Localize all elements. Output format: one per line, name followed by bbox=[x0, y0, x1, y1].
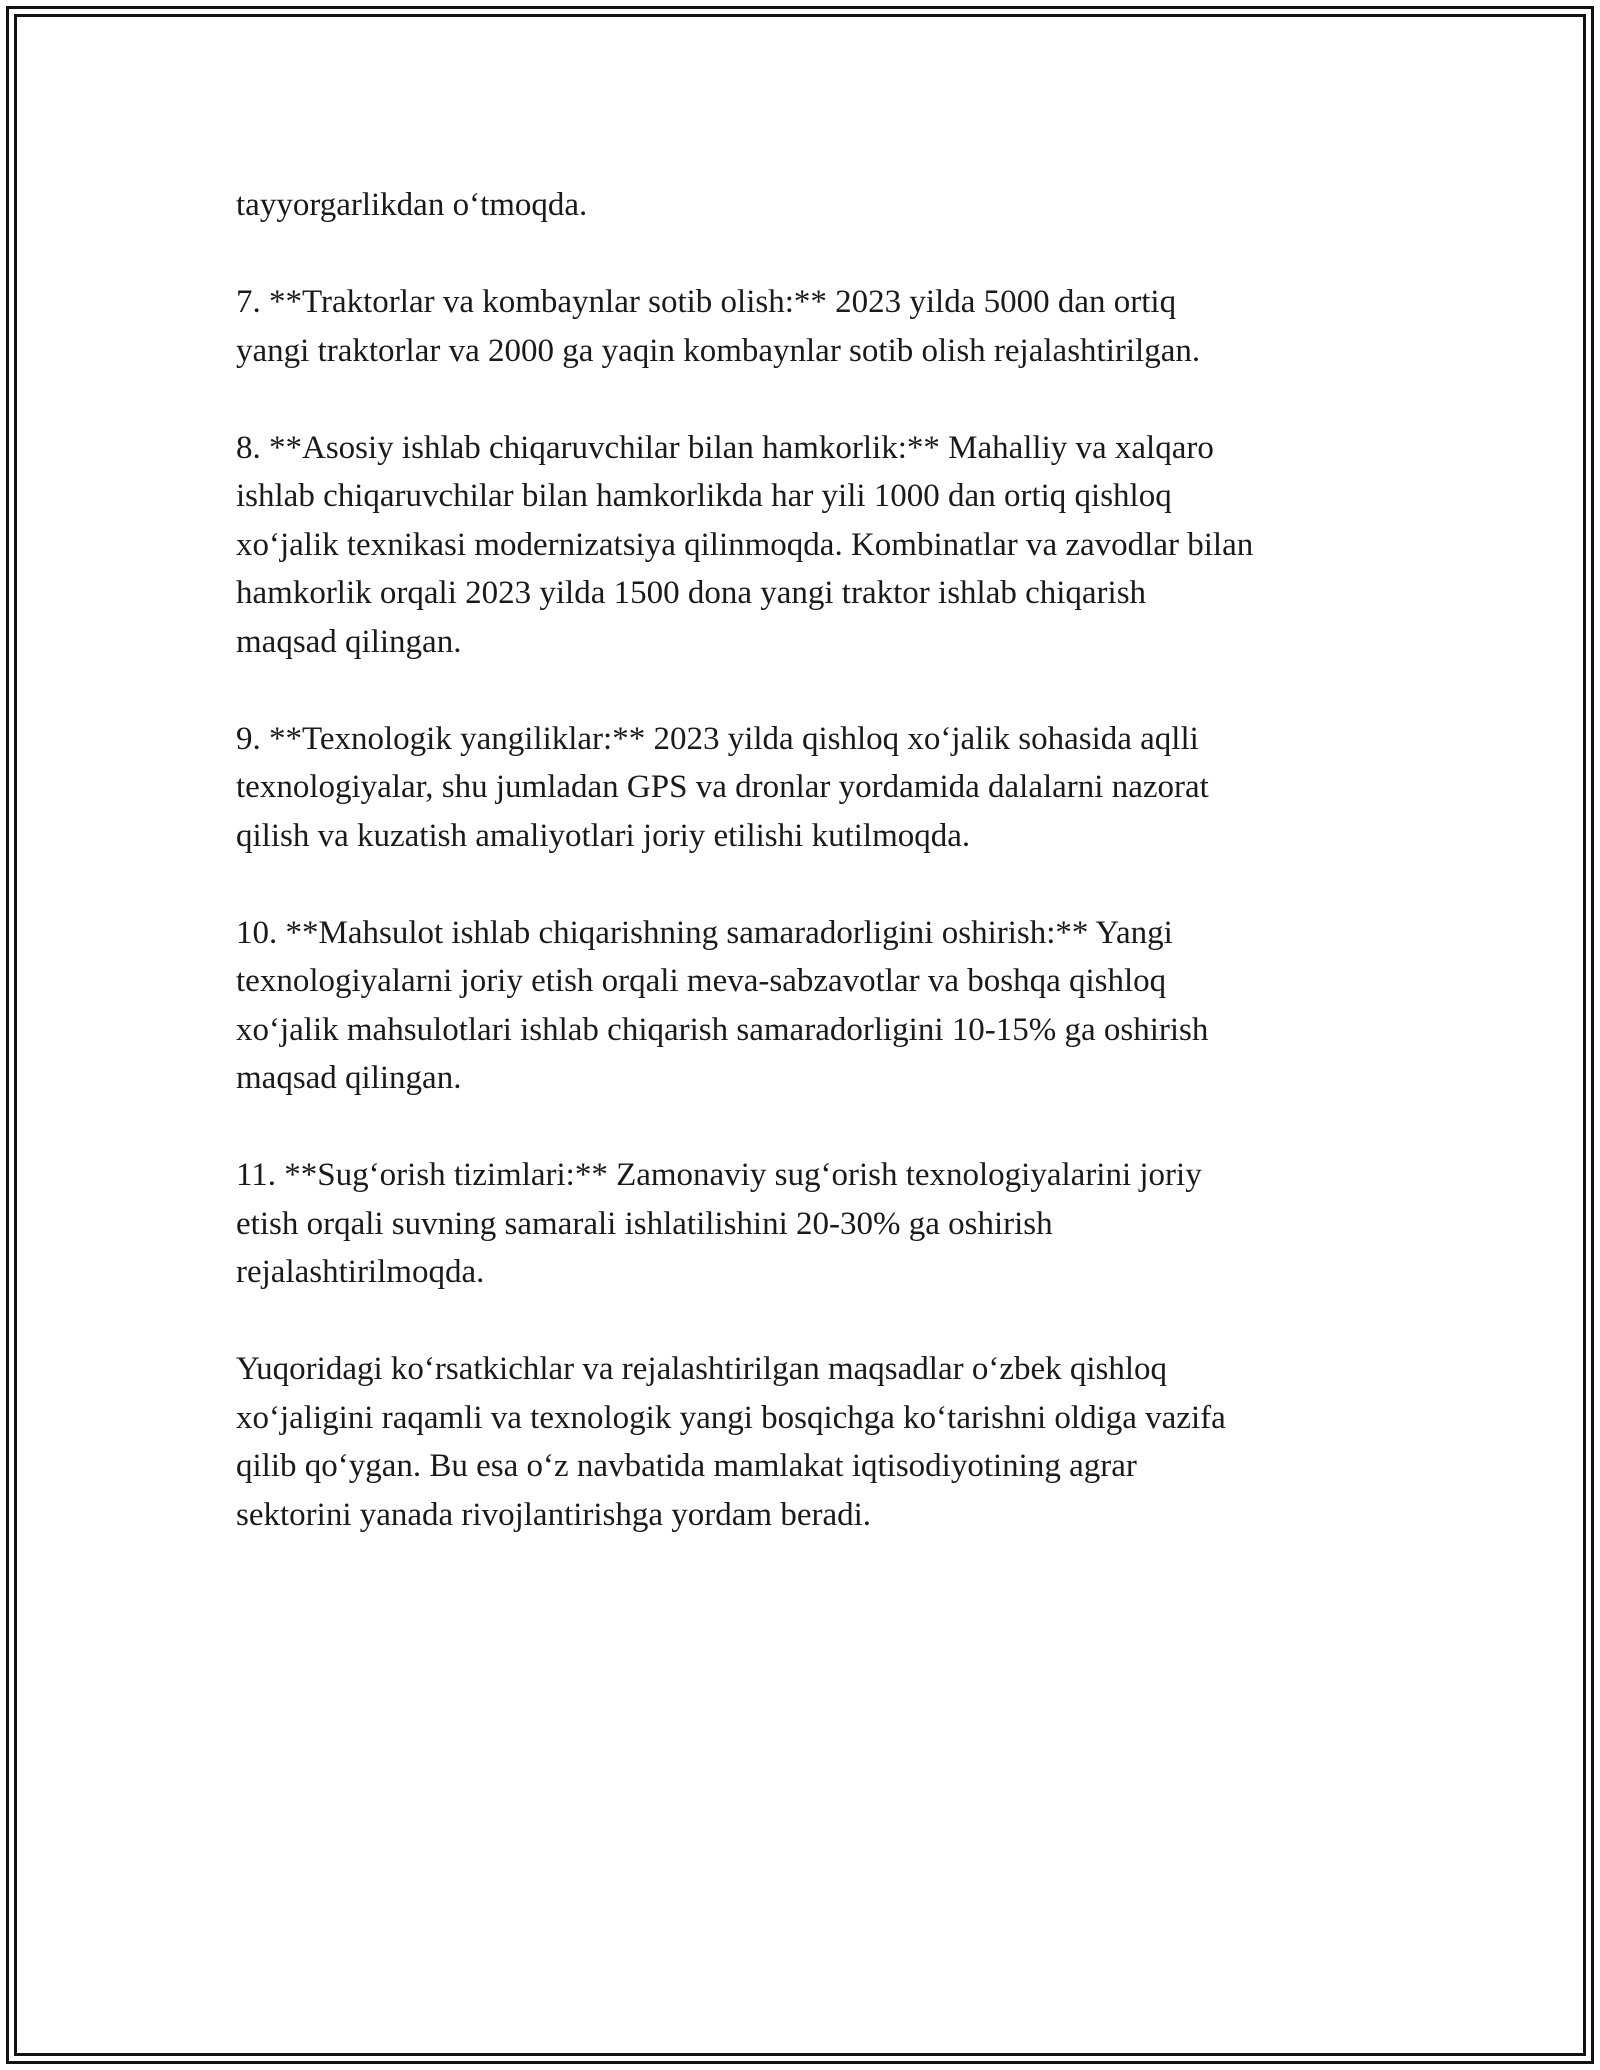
paragraph-conclusion: Yuqoridagi ko‘rsatkichlar va rejalashtirilgan maqsadlar o‘zbek qishloq xo‘jaligini raqamli va texnologik yangi bosqichga ko‘tarishni oldiga vazifa qilib qo‘ygan. Bu esa o‘z navbatida mamlakat iqtisodiyotining agrar sektorini yanada rivojlantirishga yordam beradi. bbox=[236, 1351, 1226, 1533]
paragraph-item-11: 11. **Sug‘orish tizimlari:** Zamonaviy sug‘orish texnologiyalarini joriy etish orqali suvning samarali ishlatilishini 20-30% ga oshirish rejalashtirilmoqda. bbox=[236, 1157, 1202, 1290]
paragraph-item-7: 7. **Traktorlar va kombaynlar sotib olish:** 2023 yilda 5000 dan ortiq yangi traktorlar va 2000 ga yaqin kombaynlar sotib olish rejalashtirilgan. bbox=[236, 284, 1201, 369]
document-body bbox=[236, 181, 1376, 1588]
paragraph-item-10: 10. **Mahsulot ishlab chiqarishning samaradorligini oshirish:** Yangi texnologiyalarni joriy etish orqali meva-sabzavotlar va boshqa qishloq xo‘jalik mahsulotlari ishlab chiqarish samaradorligini 10-15% ga oshirish maqsad qilingan. bbox=[236, 914, 1209, 1096]
paragraph-item-9: 9. **Texnologik yangiliklar:** 2023 yilda qishloq xo‘jalik sohasida aqlli texnologiyalar, shu jumladan GPS va dronlar yordamida dalalarni nazorat qilish va kuzatish amaliyotlari joriy etilishi kutilmoqda. bbox=[236, 720, 1209, 854]
paragraph-item-8: 8. **Asosiy ishlab chiqaruvchilar bilan hamkorlik:** Mahalliy va xalqaro ishlab chiqaruvchilar bilan hamkorlikda har yili 1000 dan ortiq qishloq xo‘jalik texnikasi modernizatsiya qilinmoqda. Kombinatlar va zavodlar bilan hamkorlik orqali 2023 yilda 1500 dona yangi traktor ishlab chiqarish maqsad qilingan. bbox=[236, 429, 1254, 660]
paragraph-continuation: tayyorgarlikdan o‘tmoqda. bbox=[236, 187, 588, 223]
